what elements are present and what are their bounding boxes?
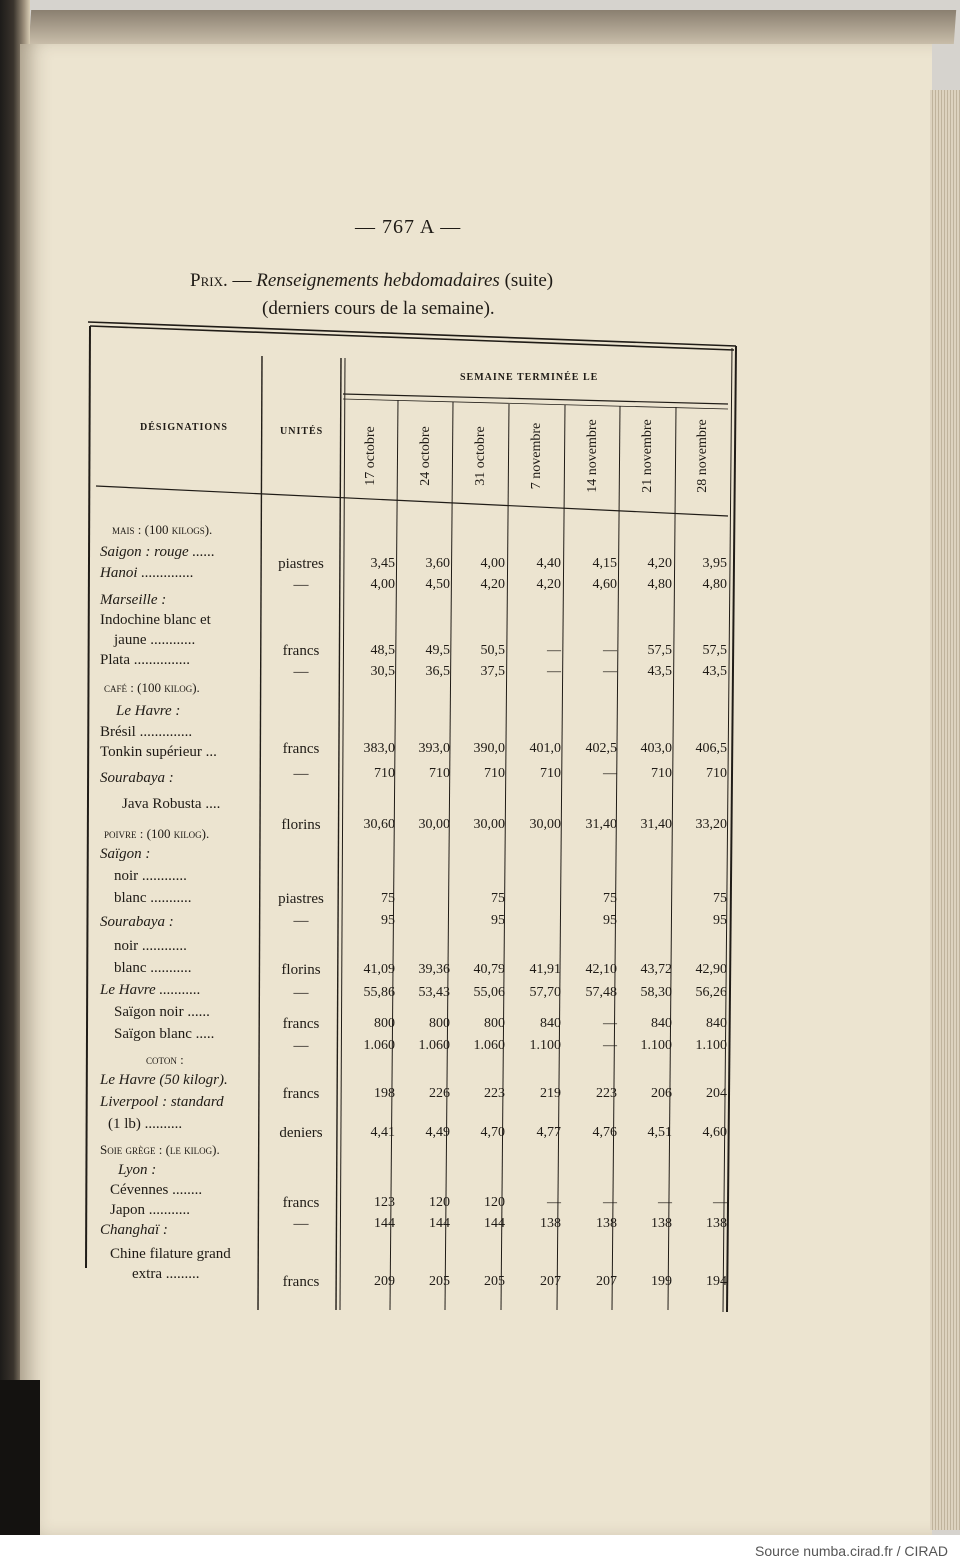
price-cell: 31,40 — [585, 817, 617, 832]
price-cell: 4,51 — [647, 1125, 672, 1140]
price-cell: 53,43 — [418, 985, 450, 1000]
designation-label: Changhaï : — [100, 1222, 168, 1238]
price-cell: 840 — [706, 1016, 727, 1031]
price-cell: 95 — [491, 913, 505, 928]
designation-label: Cévennes ........ — [110, 1182, 203, 1198]
price-cell: 4,50 — [425, 577, 450, 592]
price-cell: 1.060 — [473, 1038, 505, 1053]
price-cell: 4,41 — [370, 1125, 395, 1140]
price-cell: 401,0 — [529, 741, 561, 756]
unit-cell: — — [293, 913, 309, 929]
price-cell: 36,5 — [425, 664, 450, 679]
price-cell: 95 — [713, 913, 727, 928]
price-cell: 144 — [429, 1216, 450, 1231]
price-cell: 75 — [713, 891, 727, 906]
designation-label: blanc ........... — [114, 960, 192, 976]
binding-ribbon — [0, 1380, 40, 1540]
designation-label: extra ......... — [132, 1266, 200, 1282]
price-cell: 138 — [706, 1216, 727, 1231]
designation-label: noir ............ — [114, 938, 187, 954]
price-cell: 138 — [596, 1216, 617, 1231]
designation-label: Saïgon blanc ..... — [114, 1026, 215, 1042]
price-cell: — — [603, 766, 617, 781]
designation-label: café : (100 kilog). — [104, 680, 200, 695]
page-stack-edge — [930, 90, 960, 1530]
price-cell: 30,5 — [370, 664, 395, 679]
unit-cell: piastres — [278, 556, 324, 572]
designation-label: Marseille : — [100, 592, 167, 608]
unit-cell: — — [293, 1216, 309, 1232]
designation-label: jaune ............ — [114, 632, 196, 648]
price-cell: 30,00 — [473, 817, 505, 832]
designation-label: Saïgon : — [100, 846, 151, 862]
price-cell: 4,49 — [425, 1125, 450, 1140]
price-cell: 57,5 — [702, 643, 727, 658]
price-cell: 57,5 — [647, 643, 672, 658]
price-cell: 58,30 — [640, 985, 672, 1000]
designation-label: coton : — [146, 1052, 184, 1067]
price-cell: 41,09 — [363, 962, 395, 977]
price-cell: 4,40 — [536, 556, 561, 571]
title-prefix: Prix. — [190, 270, 228, 291]
price-cell: 205 — [429, 1274, 450, 1289]
price-cell: 800 — [484, 1016, 505, 1031]
price-cell: 4,20 — [536, 577, 561, 592]
page-title — [190, 270, 553, 292]
price-cell: 1.100 — [529, 1038, 561, 1053]
price-cell: 1.060 — [363, 1038, 395, 1053]
price-cell: 4,80 — [702, 577, 727, 592]
price-cell: — — [603, 1038, 617, 1053]
unit-cell: francs — [282, 1195, 320, 1211]
price-cell: 4,20 — [480, 577, 505, 592]
designation-label: Le Havre : — [116, 703, 181, 719]
designation-label: Plata ............... — [100, 652, 190, 668]
designation-label: Japon ........... — [110, 1202, 190, 1218]
source-credit: Source numba.cirad.fr / CIRAD — [755, 1543, 948, 1559]
price-cell: 226 — [429, 1086, 450, 1101]
date-header: 28 novembre — [695, 419, 710, 493]
price-cell: 42,10 — [585, 962, 617, 977]
unit-cell: florins — [281, 962, 321, 978]
price-cell: — — [603, 1195, 617, 1210]
designation-label: Liverpool : standard — [100, 1094, 224, 1110]
page-number: — 767 A — — [355, 216, 462, 238]
price-cell: 393,0 — [418, 741, 450, 756]
price-cell: 3,95 — [702, 556, 727, 571]
price-cell: 4,00 — [480, 556, 505, 571]
price-cell: 55,86 — [363, 985, 395, 1000]
designation-label: Sourabaya : — [100, 914, 174, 930]
price-cell: 207 — [540, 1274, 561, 1289]
price-cell: 3,45 — [370, 556, 395, 571]
unit-cell: francs — [282, 643, 320, 659]
date-header: 7 novembre — [529, 422, 544, 490]
designation-label: mais : (100 kilogs). — [112, 522, 213, 537]
title-italic: Renseignements hebdomadaires — [256, 270, 500, 291]
page-subtitle: (derniers cours de la semaine). — [262, 298, 495, 319]
unit-cell: — — [293, 664, 309, 680]
price-cell: 138 — [651, 1216, 672, 1231]
price-cell: — — [547, 664, 561, 679]
price-cell: — — [603, 664, 617, 679]
price-cell: 43,72 — [640, 962, 672, 977]
price-cell: 710 — [484, 766, 505, 781]
unit-cell: — — [293, 766, 309, 782]
designation-label: (1 lb) .......... — [108, 1116, 183, 1132]
price-cell: 710 — [429, 766, 450, 781]
price-cell: 840 — [651, 1016, 672, 1031]
price-cell: 55,06 — [473, 985, 505, 1000]
price-cell: 42,90 — [695, 962, 727, 977]
price-cell: 840 — [540, 1016, 561, 1031]
price-cell: 30,00 — [529, 817, 561, 832]
header-week: SEMAINE TERMINÉE LE — [460, 372, 599, 383]
book-top-edge — [29, 10, 956, 44]
price-cell: 4,60 — [702, 1125, 727, 1140]
unit-cell: deniers — [279, 1125, 323, 1141]
price-cell: 31,40 — [640, 817, 672, 832]
price-cell: 43,5 — [647, 664, 672, 679]
price-cell: 4,15 — [592, 556, 617, 571]
price-cell: 123 — [374, 1195, 395, 1210]
price-cell: 43,5 — [702, 664, 727, 679]
unit-cell: francs — [282, 741, 320, 757]
price-cell: 800 — [374, 1016, 395, 1031]
book-page — [20, 44, 932, 1535]
unit-cell: — — [293, 1038, 309, 1054]
price-cell: 4,00 — [370, 577, 395, 592]
unit-cell: francs — [282, 1274, 320, 1290]
designation-label: Saïgon noir ...... — [114, 1004, 210, 1020]
price-cell: 95 — [603, 913, 617, 928]
price-cell: 138 — [540, 1216, 561, 1231]
unit-cell: francs — [282, 1016, 320, 1032]
price-cell: 390,0 — [473, 741, 505, 756]
price-cell: 4,80 — [647, 577, 672, 592]
price-cell: 206 — [651, 1086, 672, 1101]
price-cell: 75 — [603, 891, 617, 906]
price-cell: 710 — [651, 766, 672, 781]
price-cell: 198 — [374, 1086, 395, 1101]
price-cell: 403,0 — [640, 741, 672, 756]
price-cell: 120 — [484, 1195, 505, 1210]
designation-label: noir ............ — [114, 868, 187, 884]
price-cell: 194 — [706, 1274, 727, 1289]
price-cell: 4,77 — [536, 1125, 561, 1140]
price-cell: 30,00 — [418, 817, 450, 832]
unit-cell: piastres — [278, 891, 324, 907]
price-cell: 49,5 — [425, 643, 450, 658]
price-cell: 57,70 — [529, 985, 561, 1000]
price-cell: 205 — [484, 1274, 505, 1289]
price-cell: 4,60 — [592, 577, 617, 592]
price-cell: 402,5 — [585, 741, 617, 756]
price-cell: 144 — [374, 1216, 395, 1231]
designation-label: blanc ........... — [114, 890, 192, 906]
price-cell: 1.100 — [640, 1038, 672, 1053]
date-header: 21 novembre — [640, 419, 655, 493]
price-cell: 95 — [381, 913, 395, 928]
title-dash: — — [227, 270, 257, 291]
price-cell: — — [547, 1195, 561, 1210]
price-cell: 207 — [596, 1274, 617, 1289]
price-cell: 57,48 — [585, 985, 617, 1000]
date-header: 31 octobre — [473, 426, 488, 486]
price-cell: — — [547, 643, 561, 658]
date-header: 24 octobre — [418, 426, 433, 486]
price-cell: — — [603, 643, 617, 658]
price-cell: 800 — [429, 1016, 450, 1031]
price-cell: — — [658, 1195, 672, 1210]
price-cell: 4,70 — [480, 1125, 505, 1140]
price-cell: — — [713, 1195, 727, 1210]
price-cell: 406,5 — [695, 741, 727, 756]
date-header: 14 novembre — [585, 419, 600, 493]
price-cell: 30,60 — [363, 817, 395, 832]
unit-cell: florins — [281, 817, 321, 833]
price-cell: 223 — [596, 1086, 617, 1101]
designation-label: Le Havre (50 kilogr). — [100, 1072, 228, 1088]
unit-cell: — — [293, 577, 309, 593]
price-cell: 223 — [484, 1086, 505, 1101]
price-cell: 1.060 — [418, 1038, 450, 1053]
price-cell: 39,36 — [418, 962, 450, 977]
price-cell: 50,5 — [480, 643, 505, 658]
designation-label: Sourabaya : — [100, 770, 174, 786]
footer-bar — [0, 1535, 960, 1566]
designation-label: Chine filature grand — [110, 1246, 231, 1262]
designation-label: Saigon : rouge ...... — [100, 544, 215, 560]
price-cell: 41,91 — [529, 962, 561, 977]
header-designations: DÉSIGNATIONS — [140, 422, 228, 433]
price-cell: 33,20 — [695, 817, 727, 832]
price-cell: 199 — [651, 1274, 672, 1289]
price-cell: 37,5 — [480, 664, 505, 679]
price-cell: 710 — [374, 766, 395, 781]
date-header: 17 octobre — [363, 426, 378, 486]
price-cell: 383,0 — [363, 741, 395, 756]
price-cell: 219 — [540, 1086, 561, 1101]
unit-cell: — — [293, 985, 309, 1001]
designation-label: Soie grège : (le kilog). — [100, 1142, 220, 1157]
price-cell: 75 — [381, 891, 395, 906]
price-cell: 4,20 — [647, 556, 672, 571]
price-cell: 40,79 — [473, 962, 505, 977]
designation-label: Java Robusta .... — [122, 796, 221, 812]
header-units: UNITÉS — [280, 426, 324, 437]
designation-label: Lyon : — [118, 1162, 157, 1178]
designation-label: Le Havre ........... — [100, 982, 201, 998]
price-cell: 4,76 — [592, 1125, 617, 1140]
price-cell: 56,26 — [695, 985, 727, 1000]
designation-label: Brésil .............. — [100, 724, 193, 740]
price-cell: 204 — [706, 1086, 727, 1101]
title-suffix: (suite) — [499, 270, 554, 291]
price-cell: 710 — [540, 766, 561, 781]
designation-label: Tonkin supérieur ... — [100, 744, 217, 760]
designation-label: poivre : (100 kilog). — [104, 826, 210, 841]
price-cell: 710 — [706, 766, 727, 781]
price-cell: 144 — [484, 1216, 505, 1231]
price-cell: 120 — [429, 1195, 450, 1210]
price-cell: 209 — [374, 1274, 395, 1289]
price-cell: 48,5 — [370, 643, 395, 658]
designation-label: Indochine blanc et — [100, 612, 211, 628]
unit-cell: francs — [282, 1086, 320, 1102]
price-cell: 1.100 — [695, 1038, 727, 1053]
price-cell: 75 — [491, 891, 505, 906]
price-cell: — — [603, 1016, 617, 1031]
price-cell: 3,60 — [425, 556, 450, 571]
designation-label: Hanoi .............. — [100, 565, 194, 581]
